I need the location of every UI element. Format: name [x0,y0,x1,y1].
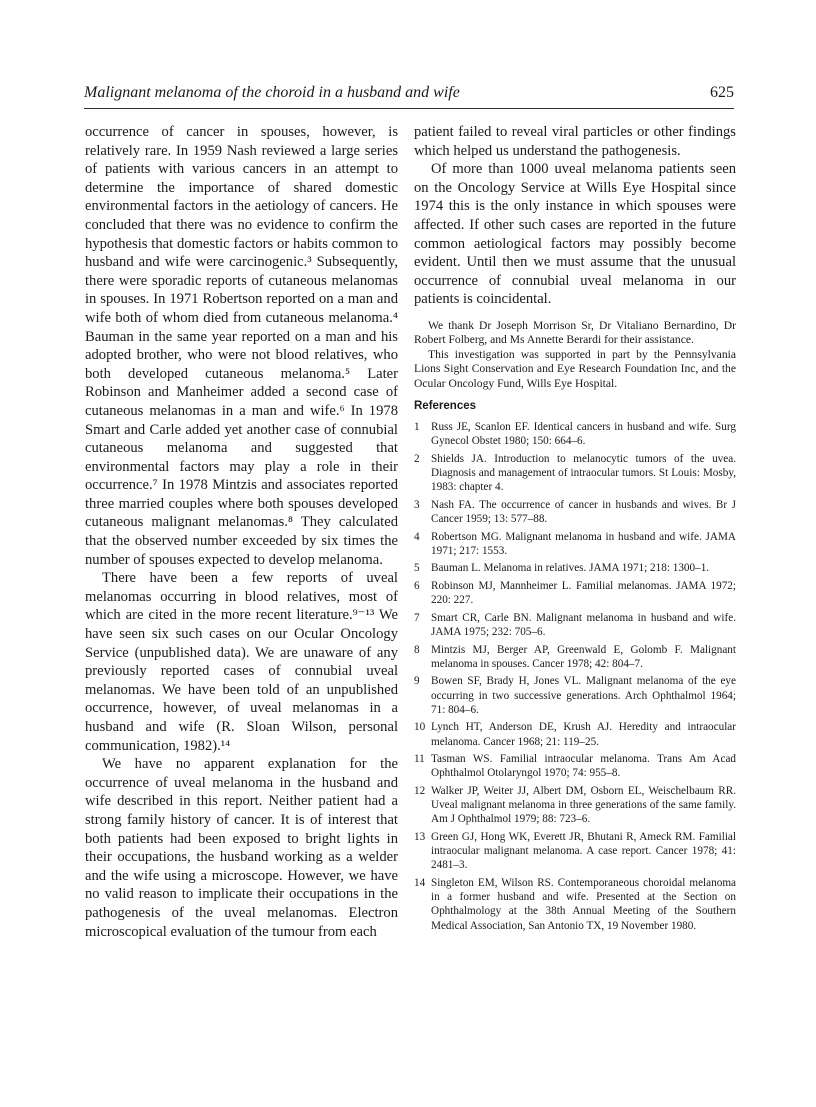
reference-number: 6 [414,579,420,592]
right-column [414,123,736,936]
reference-item [414,530,736,558]
reference-text: Mintzis MJ, Berger AP, Greenwald E, Golomb F. Malignant melanoma in spouses. Cancer 1978; 42: 804–7. [431,643,736,670]
body-paragraph: We have no apparent explanation for the occurrence of uveal melanoma in the husband and wife described in this report. Neither patient had a strong family history of cancer. It is of interest that both patients had been exposed to bright lights in their occupations, the husband working as a welder and the wife using a microscope. However, we have no valid reason to implicate their occupations in the pathogenesis of the uveal melanomas. Electron microscopical evaluation of the tumour from each [85,756,398,940]
reference-item [414,420,736,448]
reference-text: Russ JE, Scanlon EF. Identical cancers in husband and wife. Surg Gynecol Obstet 1980; 150: 664–6. [431,420,736,448]
reference-number: 12 [414,784,426,797]
body-paragraph: There have been a few reports of uveal melanomas occurring in blood relatives, most of which are cited in the more recent literature.⁹⁻¹³ We have seen six such cases on our Ocular Oncology Service (unpublished data). We are unaware of any previously reported cases of connubial uveal melanomas. We have been told of an unpublished occurrence, however, of uveal melanomas in a husband and wife (R. Sloan Wilson, personal communication, 1982).¹⁴ [85,570,398,754]
reference-number: 3 [414,498,420,511]
reference-number: 11 [414,753,425,766]
reference-item [414,611,736,639]
header-rule [84,108,734,109]
reference-text: Singleton EM, Wilson RS. Contemporaneous choroidal melanoma in a former husband and wife. Presented at the Section on Ophthalmology at the 38th Annual Meeting of the Southern Medical Association, San Antonio TX, 19 November 1980. [431,876,736,932]
running-header [84,80,734,108]
reference-number: 9 [414,675,420,688]
reference-number: 5 [414,562,420,575]
reference-item [414,498,736,526]
reference-number: 14 [414,876,426,889]
body-paragraph: occurrence of cancer in spouses, however, is relatively rare. In 1959 Nash reviewed a large series of patients with various cancers in an attempt to determine the importance of shared domestic environmental factors in the aetiology of cancers. He concluded that there was no evidence to confirm the hypothesis that domestic factors or habits common to husband and wife were carcinogenic.³ Subsequently, there were sporadic reports of cutaneous melanomas in spouses. In 1971 Robertson reported on a man and wife both of whom died from cutaneous melanoma.⁴ Bauman in the same year reported on a man and his adopted brother, who were not blood relatives, who both developed cutaneous melanoma.⁵ Later Robinson and Manheimer added a second case of cutaneous melanomas in a man and wife.⁶ In 1978 Smart and Carle added yet another case of connubial cutaneous melanoma and suggested that environmental factors may play a role in their occurrence.⁷ In 1978 Mintzis and associates reported three married couples where both spouses developed cutaneous malignant melanomas.⁸ They calculated that the observed number exceeded by six times the number of spouses expected to develop melanoma. [85,124,398,568]
reference-number: 2 [414,452,420,465]
reference-item [414,643,736,671]
acknowledgement: We thank Dr Joseph Morrison Sr, Dr Vitaliano Bernardino, Dr Robert Folberg, and Ms Annette Berardi for their assistance. [414,318,736,347]
reference-text: Shields JA. Introduction to melanocytic tumors of the uvea. Diagnosis and management of intraocular tumors. St Louis: Mosby, 1983: chapter 4. [431,452,736,494]
left-column [85,123,398,941]
reference-item [414,452,736,495]
reference-number: 10 [414,721,426,734]
reference-item [414,830,736,873]
references-heading: References [414,399,477,412]
body-paragraph: Of more than 1000 uveal melanoma patients seen on the Oncology Service at Wills Eye Hospital since 1974 this is the only instance in which spouses were affected. If other such cases are reported in the future common aetiological factors may possibly become evident. Until then we must assume that the unusual occurrence of connubial uveal melanoma in our patients is coincidental. [414,161,736,308]
body-paragraph: patient failed to reveal viral particles or other findings which helped us understand the pathogenesis. [414,124,736,159]
reference-number: 8 [414,643,420,656]
support-note: This investigation was supported in part by the Pennsylvania Lions Sight Conservation and Eye Research Foundation Inc, and the Ocular Oncology Fund, Wills Eye Hospital. [414,347,736,390]
reference-item [414,720,736,748]
reference-number: 4 [414,530,420,543]
reference-item [414,876,736,933]
reference-text: Lynch HT, Anderson DE, Krush AJ. Heredity and intraocular melanoma. Cancer 1968; 21: 119–25. [431,721,736,748]
reference-text: Walker JP, Weiter JJ, Albert DM, Osborn EL, Weischelbaum RR. Uveal malignant melanoma in three generations of the same family. Am J Ophthalmol 1979; 88: 723–6. [431,784,736,826]
reference-text: Smart CR, Carle BN. Malignant melanoma in husband and wife. JAMA 1975; 232: 705–6. [431,611,736,638]
reference-number: 7 [414,611,420,624]
reference-item [414,784,736,827]
reference-text: Bauman L. Melanoma in relatives. JAMA 1971; 218: 1300–1. [431,562,710,575]
page-number: 625 [710,84,734,101]
running-title: Malignant melanoma of the choroid in a husband and wife [84,84,460,101]
spacer [414,309,736,319]
reference-text: Tasman WS. Familial intraocular melanoma. Trans Am Acad Ophthalmol Otolaryngol 1970; 74: 955–8. [431,753,736,780]
reference-number: 13 [414,830,426,843]
reference-number: 1 [414,420,420,433]
reference-item [414,752,736,780]
reference-item [414,674,736,717]
reference-text: Green GJ, Hong WK, Everett JR, Bhutani R, Ameck RM. Familial intraocular malignant melanoma. A case report. Cancer 1978; 41: 2481–3. [431,830,736,872]
reference-text: Bowen SF, Brady H, Jones VL. Malignant melanoma of the eye occurring in two successive generations. Arch Ophthalmol 1964; 71: 804–6. [431,675,736,716]
reference-text: Robertson MG. Malignant melanoma in husband and wife. JAMA 1971; 217: 1553. [431,530,736,557]
reference-item [414,561,736,575]
reference-list [414,420,736,933]
reference-text: Robinson MJ, Mannheimer L. Familial melanomas. JAMA 1972; 220: 227. [431,579,736,607]
reference-text: Nash FA. The occurrence of cancer in husbands and wives. Br J Cancer 1959; 13: 577–88. [431,498,736,525]
reference-item [414,579,736,607]
